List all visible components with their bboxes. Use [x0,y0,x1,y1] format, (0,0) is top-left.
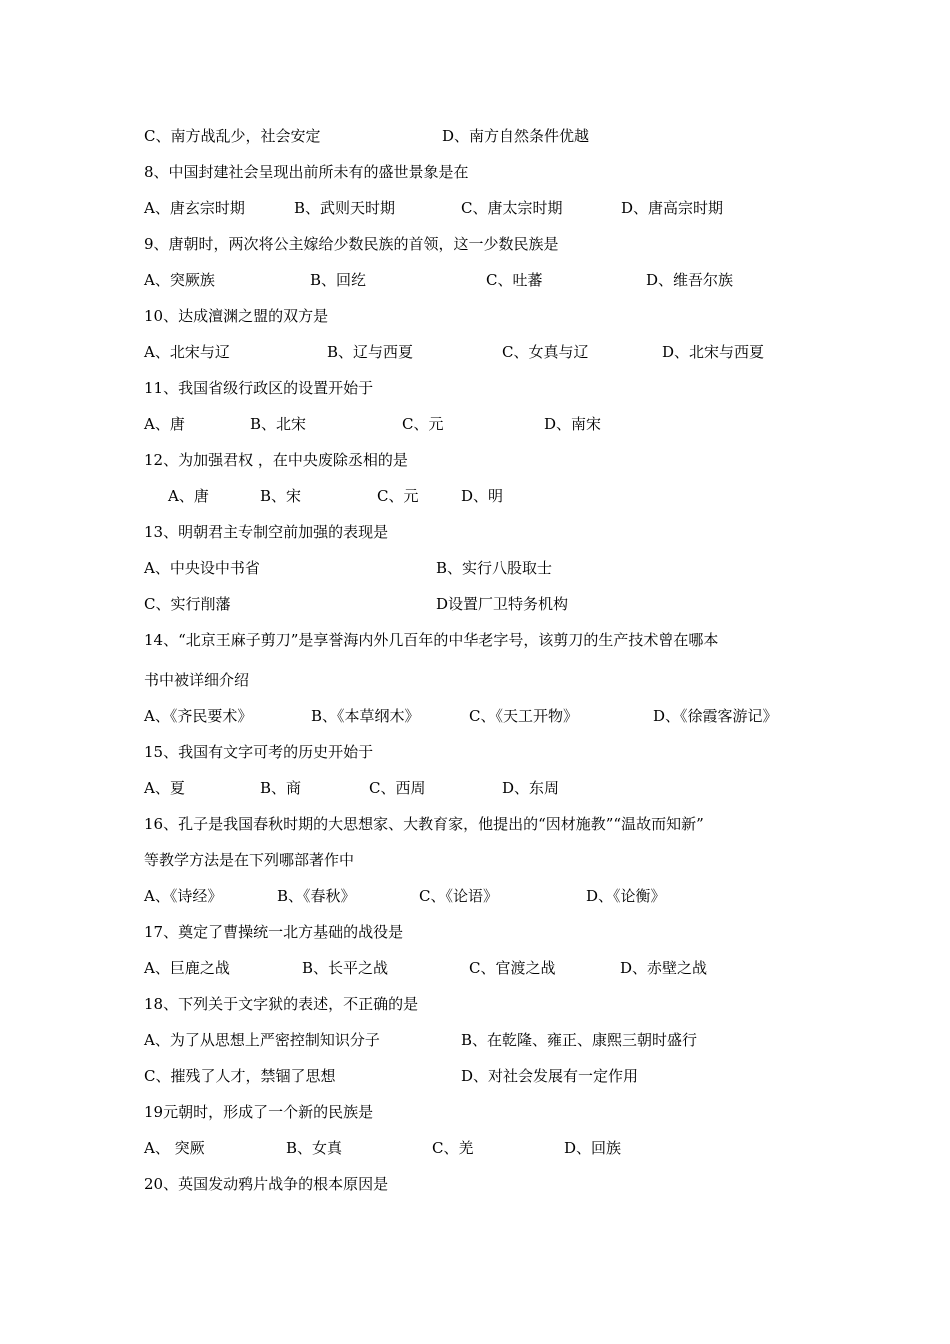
q8-option-d: D、唐高宗时期 [621,199,724,217]
q18-option-b: B、在乾隆、雍正、康熙三朝时盛行 [461,1031,698,1049]
q12-option-b: B、宋 [260,487,302,505]
q18-option-c: C、摧残了人才，禁锢了思想 [144,1067,336,1085]
q12-option-c: C、元 [377,487,419,505]
q19-option-b: B、女真 [286,1139,343,1157]
q17-option-a: A、巨鹿之战 [144,959,230,977]
q11-option-b: B、北宋 [250,415,307,433]
q14-option-a: A、《齐民要术》 [144,707,253,725]
q10-option-b: B、辽与西夏 [327,343,414,361]
q20-stem: 20、英国发动鸦片战争的根本原因是 [144,1175,389,1193]
q15-option-c: C、西周 [369,779,426,797]
q18-option-d: D、对社会发展有一定作用 [461,1067,639,1085]
q16-option-b: B、《春秋》 [277,887,356,905]
q10-option-c: C、女真与辽 [502,343,589,361]
q16-stem-line-2: 等教学方法是在下列哪部著作中 [144,851,355,869]
q11-option-c: C、元 [402,415,444,433]
q17-option-c: C、官渡之战 [469,959,556,977]
q16-option-a: A、《诗经》 [144,887,223,905]
q10-option-a: A、北宋与辽 [144,343,230,361]
q13-stem: 13、明朝君主专制空前加强的表现是 [144,523,389,541]
q14-stem-line-1: 14、“北京王麻子剪刀”是享誉海内外几百年的中华老字号，该剪刀的生产技术曾在哪本 [144,631,719,649]
q14-option-b: B、《本草纲木》 [311,707,420,725]
q9-option-d: D、维吾尔族 [646,271,734,289]
q17-option-d: D、赤壁之战 [620,959,708,977]
q15-option-d: D、东周 [502,779,560,797]
q10-stem: 10、达成澶渊之盟的双方是 [144,307,329,325]
q13-option-a: A、中央设中书省 [144,559,260,577]
q9-option-c: C、吐蕃 [486,271,543,289]
q8-option-b: B、武则天时期 [294,199,396,217]
q11-option-a: A、唐 [144,415,185,433]
q10-option-d: D、北宋与西夏 [662,343,765,361]
q7-option-c: C、南方战乱少，社会安定 [144,127,321,145]
q16-option-c: C、《论语》 [419,887,498,905]
q7-option-d: D、南方自然条件优越 [442,127,590,145]
q12-option-d: D、明 [461,487,504,505]
q16-stem-line-1: 16、孔子是我国春秋时期的大思想家、大教育家，他提出的“因材施教”“温故而知新” [144,815,704,833]
q15-option-b: B、商 [260,779,302,797]
q19-option-d: D、回族 [564,1139,622,1157]
q12-option-a: A、唐 [168,487,209,505]
q13-option-c: C、实行削藩 [144,595,231,613]
q9-stem: 9、唐朝时，两次将公主嫁给少数民族的首领，这一少数民族是 [144,235,559,253]
q19-option-c: C、羌 [432,1139,474,1157]
q14-option-c: C、《天工开物》 [469,707,578,725]
q19-option-a: A、 突厥 [144,1139,205,1157]
q8-option-c: C、唐太宗时期 [461,199,563,217]
q8-option-a: A、唐玄宗时期 [144,199,245,217]
q12-stem: 12、为加强君权 ，在中央废除丞相的是 [144,451,408,469]
q17-stem: 17、奠定了曹操统一北方基础的战役是 [144,923,404,941]
q14-option-d: D、《徐霞客游记》 [653,707,778,725]
q13-option-d: D设置厂卫特务机构 [436,595,569,613]
q9-option-b: B、回纥 [310,271,367,289]
q18-stem: 18、下列关于文字狱的表述，不正确的是 [144,995,419,1013]
q19-stem: 19元朝时，形成了一个新的民族是 [144,1103,374,1121]
q14-stem-line-2: 书中被详细介绍 [144,671,250,689]
q8-stem: 8、中国封建社会呈现出前所未有的盛世景象是在 [144,163,469,181]
q15-stem: 15、我国有文字可考的历史开始于 [144,743,374,761]
q13-option-b: B、实行八股取士 [436,559,553,577]
q17-option-b: B、长平之战 [302,959,389,977]
q9-option-a: A、突厥族 [144,271,215,289]
q11-option-d: D、南宋 [544,415,602,433]
q16-option-d: D、《论衡》 [586,887,666,905]
q11-stem: 11、我国省级行政区的设置开始于 [144,379,374,397]
q18-option-a: A、为了从思想上严密控制知识分子 [144,1031,380,1049]
q15-option-a: A、夏 [144,779,185,797]
